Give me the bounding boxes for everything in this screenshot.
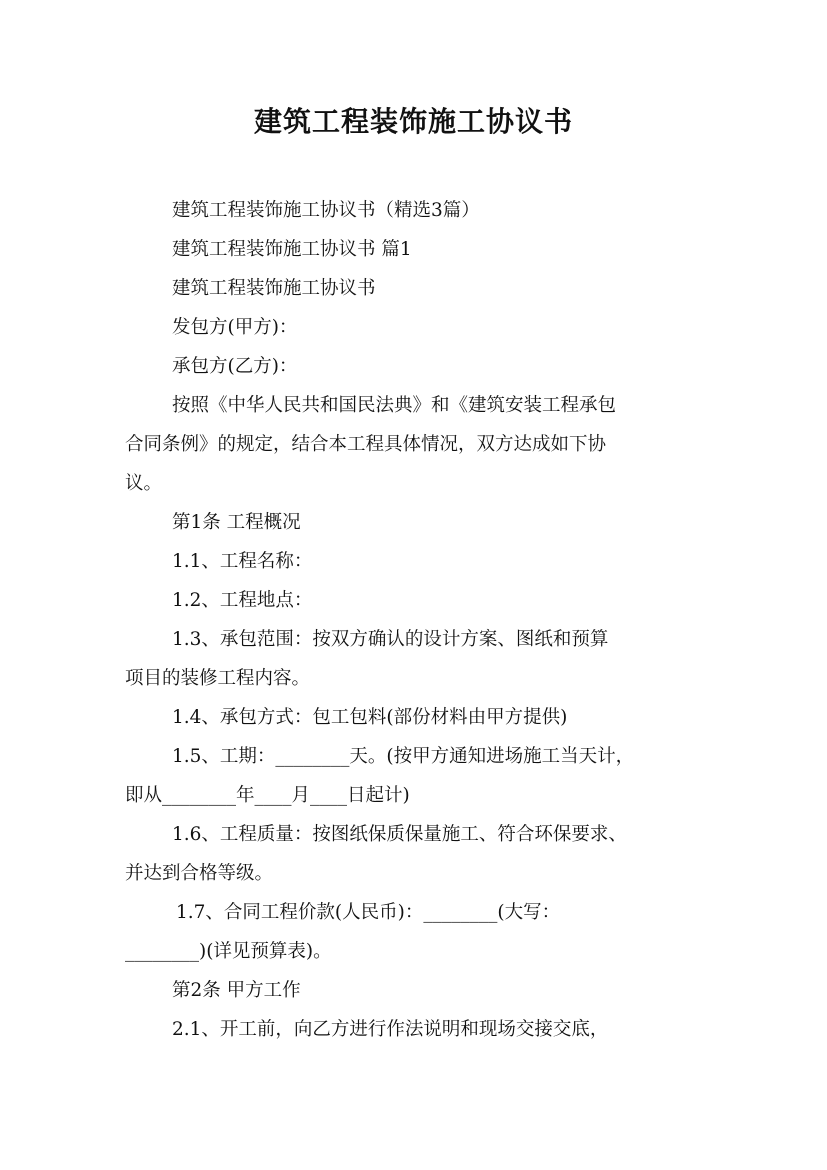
clause-line: 1.1、工程名称： bbox=[172, 551, 313, 572]
paragraph-line: 合同条例》的规定，结合本工程具体情况，双方达成如下协 bbox=[125, 434, 607, 455]
clause-line: 1.4、承包方式：包工包料(部份材料由甲方提供) bbox=[172, 707, 568, 728]
clause-line: 即从________年____月____日起计) bbox=[125, 785, 410, 806]
agreement-title-line: 建筑工程装饰施工协议书 bbox=[172, 278, 376, 299]
party-a-line: 发包方(甲方)： bbox=[172, 317, 298, 338]
clause-line: 1.2、工程地点： bbox=[172, 590, 313, 611]
paragraph-line: 议。 bbox=[125, 473, 163, 494]
clause-line: 并达到合格等级。 bbox=[125, 863, 274, 884]
clause-line: 1.5、工期：________天。(按甲方通知进场施工当天计， bbox=[172, 746, 635, 767]
clause-line: 2.1、开工前，向乙方进行作法说明和现场交接交底， bbox=[172, 1019, 609, 1040]
document-title: 建筑工程装饰施工协议书 bbox=[253, 105, 573, 138]
clause-line: 项目的装修工程内容。 bbox=[125, 668, 311, 689]
paragraph-line: 按照《中华人民共和国民法典》和《建筑安装工程承包 bbox=[172, 395, 617, 416]
clause-line: 1.7、合同工程价款(人民币)：________(大写： bbox=[176, 902, 561, 923]
party-b-line: 承包方(乙方)： bbox=[172, 356, 298, 377]
clause-line: 1.6、工程质量：按图纸保质保量施工、符合环保要求、 bbox=[172, 824, 627, 845]
article-heading: 第2条 甲方工作 bbox=[172, 980, 301, 1001]
section-heading: 建筑工程装饰施工协议书 篇1 bbox=[172, 239, 412, 260]
clause-line: ________)(详见预算表)。 bbox=[125, 941, 332, 962]
subtitle-line: 建筑工程装饰施工协议书（精选3篇） bbox=[172, 200, 480, 221]
clause-line: 1.3、承包范围：按双方确认的设计方案、图纸和预算 bbox=[172, 629, 609, 650]
article-heading: 第1条 工程概况 bbox=[172, 512, 301, 533]
